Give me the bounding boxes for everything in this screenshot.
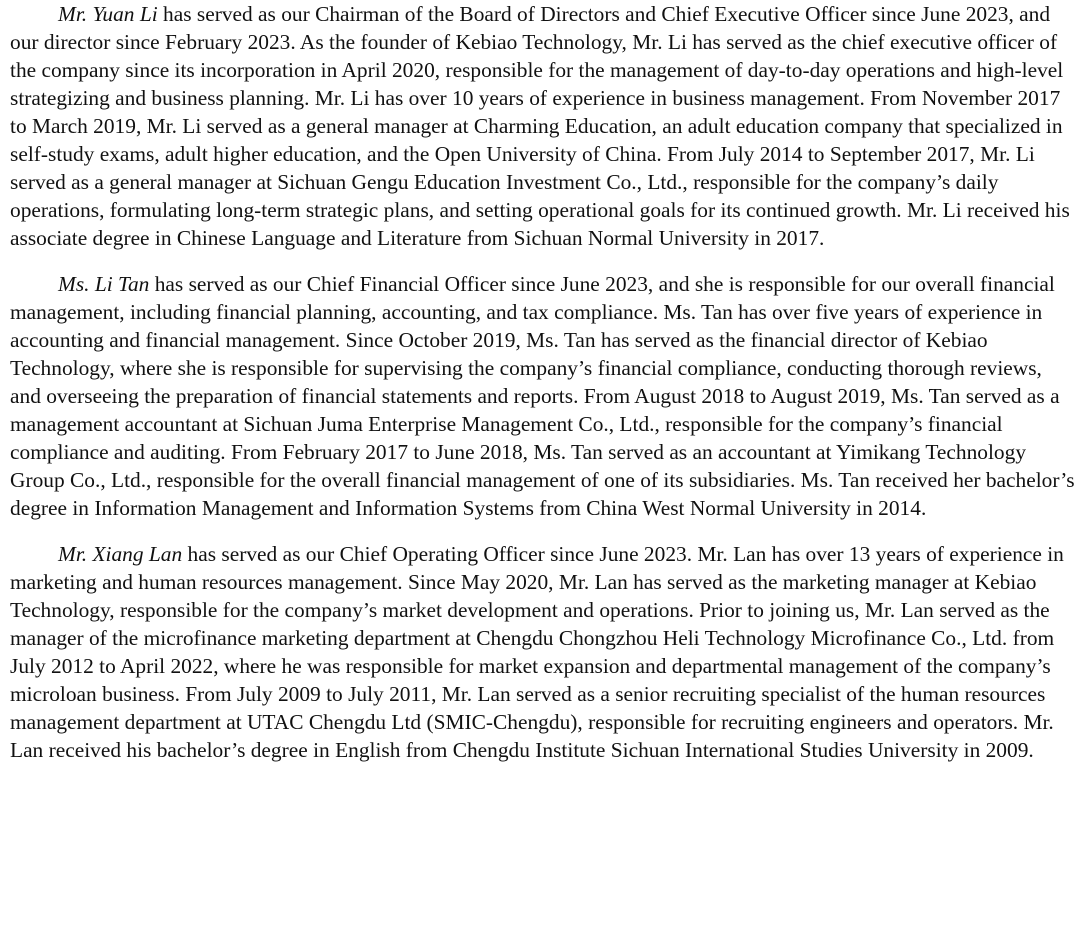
bio-paragraph-xiang-lan (10, 540, 1078, 764)
person-name: Mr. Yuan Li (58, 2, 158, 26)
bio-text: has served as our Chief Financial Officer since June 2023, and she is responsible for our overall financial management, including financial planning, accounting, and tax compliance. Ms. Tan has over five years of experience in accounting and financial management. Since October 2019, Ms. Tan has served as the financial director of Kebiao Technology, where she is responsible for supervising the company’s financial compliance, conducting thorough reviews, and overseeing the preparation of financial statements and reports. From August 2018 to August 2019, Ms. Tan served as a management accountant at Sichuan Juma Enterprise Management Co., Ltd., responsible for the company’s financial compliance and auditing. From February 2017 to June 2018, Ms. Tan served as an accountant at Yimikang Technology Group Co., Ltd., responsible for the overall financial management of one of its subsidiaries. Ms. Tan received her bachelor’s degree in Information Management and Information Systems from China West Normal University in 2014. (10, 272, 1075, 520)
bio-paragraph-yuan-li (10, 0, 1078, 252)
bio-text: has served as our Chief Operating Officer since June 2023. Mr. Lan has over 13 years of experience in marketing and human resources management. Since May 2020, Mr. Lan has served as the marketing manager at Kebiao Technology, responsible for the company’s market development and operations. Prior to joining us, Mr. Lan served as the manager of the microfinance marketing department at Chengdu Chongzhou Heli Technology Microfinance Co., Ltd. from July 2012 to April 2022, where he was responsible for market expansion and departmental management of the company’s microloan business. From July 2009 to July 2011, Mr. Lan served as a senior recruiting specialist of the human resources management department at UTAC Chengdu Ltd (SMIC-Chengdu), responsible for recruiting engineers and operators. Mr. Lan received his bachelor’s degree in English from Chengdu Institute Sichuan International Studies University in 2009. (10, 542, 1064, 762)
document-page (10, 0, 1078, 782)
bio-text: has served as our Chairman of the Board of Directors and Chief Executive Officer since June 2023, and our director since February 2023. As the founder of Kebiao Technology, Mr. Li has served as the chief executive officer of the company since its incorporation in April 2020, responsible for the management of day-to-day operations and high-level strategizing and business planning. Mr. Li has over 10 years of experience in business management. From November 2017 to March 2019, Mr. Li served as a general manager at Charming Education, an adult education company that specialized in self-study exams, adult higher education, and the Open University of China. From July 2014 to September 2017, Mr. Li served as a general manager at Sichuan Gengu Education Investment Co., Ltd., responsible for the company’s daily operations, formulating long-term strategic plans, and setting operational goals for its continued growth. Mr. Li received his associate degree in Chinese Language and Literature from Sichuan Normal University in 2017. (10, 2, 1070, 250)
bio-paragraph-li-tan (10, 270, 1078, 522)
person-name: Mr. Xiang Lan (58, 542, 183, 566)
person-name: Ms. Li Tan (58, 272, 150, 296)
